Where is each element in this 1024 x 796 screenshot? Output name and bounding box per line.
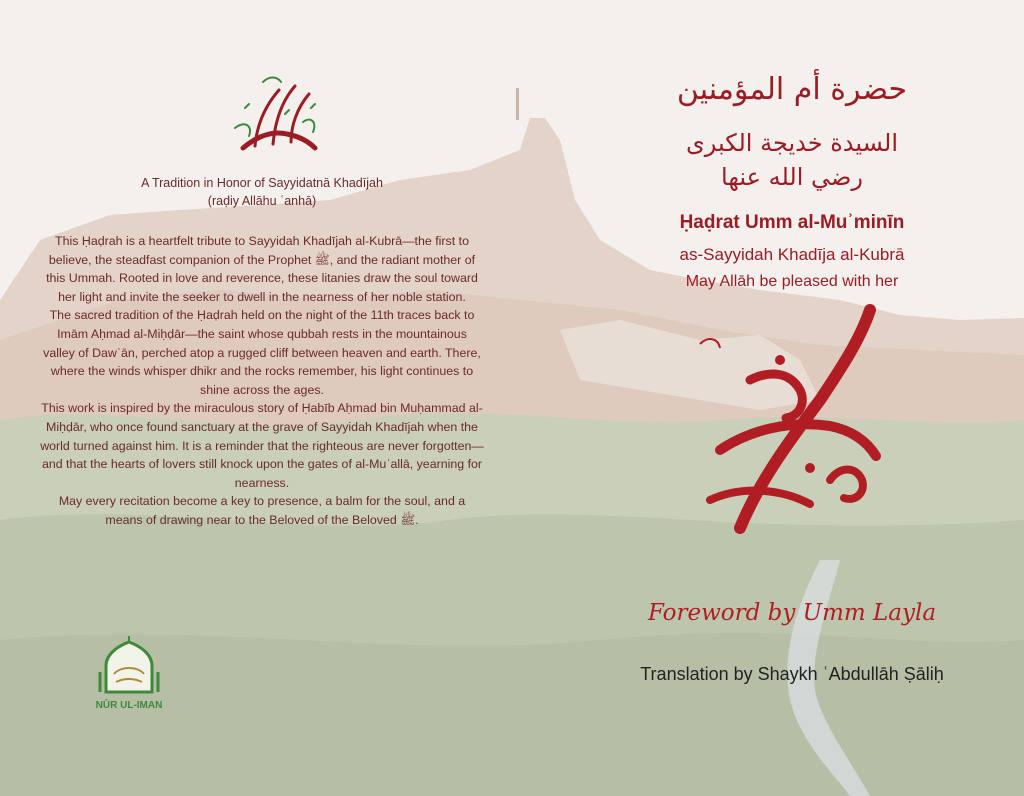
back-cover [40, 0, 484, 796]
foreword-credit: Foreword by Umm Layla [647, 600, 937, 626]
english-subtitle: as-Sayyidah Khadīja al-Kubrā [679, 245, 905, 264]
back-cover-text [40, 232, 484, 530]
arabic-subtitle [560, 126, 1024, 194]
arabic-title: حضرة أم المؤمنين [676, 72, 908, 107]
arabic-subtitle-2: رضي الله عنها [721, 163, 863, 191]
english-title: Ḥaḍrat Umm al-Muʾminīn [679, 212, 905, 233]
paragraph-4: May every recitation become a key to presence, a balm for the soul, and a means of drawing near to the Beloved of the Beloved ﷺ. [58, 494, 466, 527]
khadija-calligraphy-icon [680, 300, 900, 536]
translation-credit: Translation by Shaykh ʿAbdullāh Ṣāliḥ [640, 664, 944, 684]
paragraph-2: The sacred tradition of the Ḥaḍrah held on the night of the 11th traces back to Imām Aḥmad al-Miḥḍār—the saint whose qubbah rests in the mountainous valley of Dawʿān, perched atop a rugged cliff between heaven and earth. There, where the winds whisper dhikr and the rocks remember, his light continues to shine across the ages. [43, 308, 481, 397]
front-cover [560, 0, 1024, 796]
bismillah-calligraphy-icon [225, 68, 325, 164]
english-dua: May Allāh be pleased with her [685, 273, 899, 290]
paragraph-3: This work is inspired by the miraculous story of Ḥabīb Aḥmad bin Muḥammad al-Miḥḍār, who once found sanctuary at the grave of Sayyidah Khadījah when the world turned against him. It is a reminder that the righteous are never forgotten—and that the hearts of lovers still knock upon the gates of al-Muʿallā, yearning for nearness. [40, 401, 484, 490]
arabic-subtitle-1: السيدة خديجة الكبرى [685, 129, 899, 157]
tradition-line-2: (raḍiy Allāhu ʿanhā) [207, 194, 317, 208]
paragraph-1: This Ḥaḍrah is a heartfelt tribute to Sayyidah Khadījah al-Kubrā—the first to believe, the steadfast companion of the Prophet ﷺ, and the radiant mother of this Ummah. Rooted in love and reverence, these litanies draw the soul toward her light and invite the seeker to dwell in the nearness of her noble station. [46, 234, 478, 304]
logo-text: NŪR UL-IMAN [95, 700, 163, 711]
nur-ul-iman-logo [86, 632, 172, 716]
tradition-heading [40, 174, 484, 210]
tradition-line-1: A Tradition in Honor of Sayyidatnā Khadījah [141, 176, 383, 190]
